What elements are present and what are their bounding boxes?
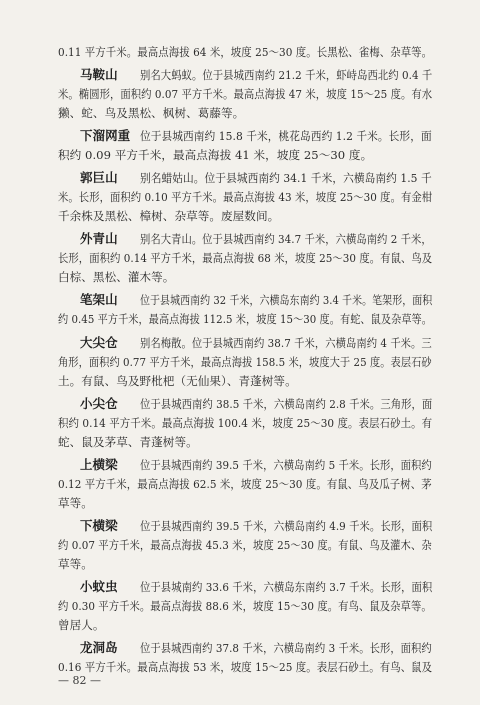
- text-line-content: 位于县城西南约 37.8 千米，六横岛南约 3 千米。长形，面积约: [140, 641, 432, 655]
- text-line-content: 米。椭圆形，面积约 0.07 平方千米。最高点海拔 47 米，坡度 15～25 度。有水: [58, 87, 433, 102]
- text-line-content: 蛇、鼠及茅草、青蓬树等。: [58, 434, 198, 449]
- text-line-content: 白棕、黑松、灌木等。: [58, 270, 175, 285]
- text-line-content: 曾居人。: [58, 617, 105, 632]
- text-line-content: 角形，面积约 0.77 平方千米，最高点海拔 158.5 米，坡度大于 25 度。表层石砂: [58, 354, 432, 369]
- text-line-content: 长形，面积约 0.14 平方千米，最高点海拔 68 米，坡度 25～30 度。有鼠、鸟及: [58, 251, 433, 266]
- text-line-content: 积约 0.09 平方千米，最高点海拔 41 米，坡度 25～30 度。: [58, 148, 373, 163]
- text-line-content: 位于县城西南约 32 千米，六横岛东南约 3.4 千米。笔架形，面积: [140, 293, 433, 308]
- entry-heading: 笔架山: [80, 292, 118, 308]
- text-line-content: 别名大蚂蚁。位于县城西南约 21.2 千米，虾峙岛西北约 0.4 千: [140, 68, 433, 82]
- entry-heading: 小尖仓: [80, 395, 118, 411]
- text-line-content: 位于县城南约 33.6 千米，六横岛东南约 3.7 千米。长形，面积: [140, 579, 433, 594]
- page-number: — 82 —: [58, 674, 101, 687]
- text-line-content: 0.12 平方千米，最高点海拔 62.5 米，坡度 25～30 度。有鼠、鸟及瓜子树、茅: [58, 476, 432, 491]
- text-line-content: 草等。: [58, 495, 93, 510]
- text-line-content: 千余株及黑松、樟树、杂草等。废屋数间。: [58, 209, 280, 224]
- entry-heading: 下溜网重: [80, 128, 131, 144]
- entry-heading: 大尖仓: [80, 334, 118, 350]
- text-line-content: 0.11 平方千米。最高点海拔 64 米，坡度 25～30 度。长黑松、雀梅、杂草等。: [58, 45, 433, 59]
- text-line-content: 位于县城西南约 39.5 千米，六横岛南约 5 千米。长形，面积约: [140, 457, 432, 472]
- entry-heading: 上横梁: [80, 456, 118, 472]
- text-line-content: 积约 0.14 平方千米。最高点海拔 100.4 米，坡度 25～30 度。表层石砂土。有: [58, 415, 433, 430]
- text-line-content: 米。长形，面积约 0.10 平方千米。最高点海拔 43 米，坡度 25～30 度。有金柑: [58, 190, 433, 205]
- text-line-content: 0.16 平方千米。最高点海拔 53 米，坡度 15～25 度。表层石砂土。有鸟、鼠及: [58, 660, 433, 674]
- text-line-content: 獭、蛇、鸟及黑松、枫树、葛藤等。: [58, 106, 245, 121]
- entry-heading: 下横梁: [80, 517, 118, 533]
- entry-heading: 郭巨山: [80, 170, 118, 186]
- entry-heading: 龙洞岛: [80, 640, 118, 655]
- text-line-content: 位于县城西南约 38.5 千米，六横岛南约 2.8 千米。三角形，面: [140, 396, 433, 411]
- text-line-content: 约 0.07 平方千米，最高点海拔 45.3 米，坡度 25～30 度。有鼠、鸟及灌木、杂: [58, 537, 432, 552]
- text-line-content: 别名蜡姑山。位于县城西南约 34.1 千米，六横岛南约 1.5 千: [140, 171, 432, 186]
- text-line-content: 约 0.45 平方千米，最高点海拔 112.5 米，坡度 15～30 度。有蛇、鼠及杂草等。: [58, 312, 433, 327]
- entry-heading: 小蚊虫: [80, 578, 118, 594]
- entry-heading: 外青山: [80, 231, 118, 247]
- entry-heading: 马鞍山: [80, 67, 118, 82]
- text-line-content: 别名梅散。位于县城西南约 38.7 千米，六横岛南约 4 千米。三: [140, 335, 432, 350]
- text-line-content: 草等。: [58, 556, 93, 571]
- text-line-content: 土。有鼠、鸟及野枇杷（无仙果）、青蓬树等。: [58, 373, 297, 388]
- text-line-content: 位于县城西南约 39.5 千米，六横岛南约 4.9 千米。长形，面积: [140, 518, 433, 533]
- text-line-content: 位于县城西南约 15.8 千米，桃花岛西约 1.2 千米。长形，面: [140, 129, 432, 144]
- text-line-content: 别名大青山。位于县城西南约 34.7 千米，六横岛南约 2 千米，: [140, 232, 432, 247]
- text-line-content: 约 0.30 平方千米。最高点海拔 88.6 米，坡度 15～30 度。有鸟、鼠及杂草等。: [58, 598, 432, 613]
